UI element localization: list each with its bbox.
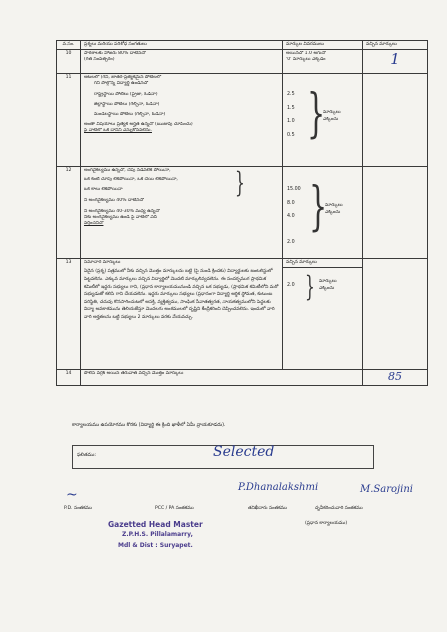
marks-label: మార్కులు: [319, 279, 337, 285]
row-sno: 10: [57, 50, 81, 74]
row-marks-method: [283, 167, 363, 259]
header-question: ప్రశ్నలు మరియు పరిశోధ సంగతులు: [81, 41, 283, 50]
row-line: వర్తించనిచో: [84, 221, 104, 227]
stamp-line: Z.P.H.S. Pillalamarry,: [122, 531, 193, 538]
signature-handwriting: M.Sarojini: [360, 484, 413, 495]
row-question: [81, 74, 283, 167]
result-value: Selected: [213, 444, 275, 460]
table-row: [57, 370, 428, 386]
row-line: అంతా విషయాలు ప్రత్యేక అర్హత ఉన్నచో (ఋజువు చూపించు): [84, 122, 193, 128]
pcpa-signature-label: PCC / PA సంతకము: [155, 506, 194, 511]
row-line: నీ అంగవైకల్యము 40-30% మధ్య ఉన్నచో: [84, 208, 160, 214]
evaluation-table: [56, 40, 428, 386]
signature-handwriting: P.Dhanalakshmi: [238, 482, 319, 493]
row-awarded: [363, 370, 428, 386]
row-sno: 11: [57, 74, 81, 167]
office-use-note: కార్యాలయము ఉపయోగము కొరకు (విద్యార్థి ఈ క్రింది ఖాళీలో ఏమీ వ్రాయకూడదు).: [72, 423, 226, 428]
row-awarded: [363, 259, 428, 370]
row-line: (గత సంవత్సరం): [84, 57, 115, 63]
table-header-row: [57, 41, 428, 50]
row-sno: 12: [57, 167, 81, 259]
marks-value: 0.5: [287, 132, 295, 138]
marks-value: 8.0: [287, 200, 295, 206]
row-sno: 13: [57, 259, 81, 370]
row-line: జిల్లాస్థాయి పోటీలు (గెల్చినా, ఓడినా): [94, 101, 160, 107]
row-line: నీకు అంగవైకల్యము ఉండి పై వాటిలో ఏది: [84, 215, 157, 221]
marks-subheader: వచ్చిన మార్కులు: [283, 259, 362, 268]
marks-label: ఎక్కించు: [325, 210, 341, 216]
pd-signature-mark: ~: [66, 487, 78, 503]
marks-value: 2.0: [287, 283, 295, 289]
marks-value: 4.0: [287, 214, 295, 220]
brace-icon: }: [307, 84, 326, 145]
row-marks-method: [283, 74, 363, 167]
result-box: [72, 445, 374, 469]
stamp-line: Mdl & Dist : Suryapet.: [118, 542, 193, 549]
row-marks-method: [283, 259, 363, 370]
row-line: పాఠశాలకు హాజరు 80% దాటినచో: [84, 51, 146, 57]
marks-value: 2.0: [287, 239, 295, 245]
row-line: గని పొల్గొన్న విద్యార్థి ఉండినచో: [94, 81, 149, 87]
brace-icon: }: [309, 177, 328, 238]
row-title: సమాచార మార్కులు: [84, 260, 121, 266]
table-row: [57, 50, 428, 74]
marks-text: '0' మార్కులు ఎక్కడం: [286, 57, 326, 63]
row-line: పై వాటిలో ఒక దానిని ఎన్నుకొనవలెను.: [84, 128, 152, 134]
marks-value: 1.5: [287, 105, 295, 111]
row-line: నీ అంగవైకల్యము 40% దాటినచో: [84, 197, 144, 203]
table-row: [57, 259, 428, 370]
row-paragraph: ఏదైన (ప్రశ్న) పత్రములో నీకు వచ్చిన మొత్తం మార్కులను బట్టి (పై నుండి క్రిందకు) విద్యార్థులకు జంటలిస్టులో పెట్టవలెను. ఎక్కువ మార్కులు వచ్చిన విద్యార్థిలో మొదటి మార్కులివ్వవలెను. ఈ సందర్భముగ ప్రాథమిక కమిటీలో ఇద్దరు సభ్యులు గాని, (ప్రధాన కార్యాలయమునుండి వచ్చిన ఒక సభ్యుడు, (ప్రాథమిక కమిటీలోని మరో సభ్యుడుతో కలిసి గాని చేయవలెను. ఇద్దరు మార్కులు సభ్యులు (ప్రధానంగా విద్యార్థి ఆర్థిక స్థోమత, కుటుంబ పరిస్థితి, చదువు కొనసాగించుటలో ఆసక్తి, వ్యక్తిత్వము, సాంఘిక సేవాతత్వరత, నాయకత్వములోని పెద్దలకు విద్యా అవకాశమును తెలియజేస్తూ మొదలగు అంశములలో దృష్టిని కేంద్రీకరించి చెప్పించవలెను. ఇందులో వారి వారి అర్హతలను బట్టి సభ్యులు 2 మార్కులు వరకు వేయవచ్చు.: [84, 269, 279, 320]
header-marks-method: మార్కుల వివరములు: [283, 41, 363, 50]
row-line: అంగవైకల్యము ఉన్నచో, చేపు నడవలేక పోయినా,: [84, 168, 171, 174]
table-row: [57, 167, 428, 259]
header-awarded: వచ్చిన మార్కులు: [363, 41, 428, 50]
row-line: ఆటలలో (గని, జాతర-ప్రత్యేకమైన పోటీలలో: [84, 75, 162, 81]
row-awarded: [363, 167, 428, 259]
row-sno: 14: [57, 370, 81, 386]
inspector-signature-label: తనిఖీదారు సంతకము: [248, 506, 287, 511]
row-line: రాష్ట్రస్థాయి పోటీలు (ప్రైజు, ఓడినా): [94, 91, 158, 97]
brace-icon: }: [305, 270, 315, 304]
marks-text: అయినచో 1.0 అగుచో: [286, 51, 326, 57]
stamp-line: Gazetted Head Master: [108, 520, 203, 529]
marks-label: ఎక్కించు: [323, 117, 339, 123]
row-marks-method: [283, 50, 363, 74]
brace-icon: }: [235, 166, 245, 200]
marks-label: ఎక్కించు: [319, 286, 335, 292]
awarded-mark: 1: [390, 50, 400, 69]
row-awarded: [363, 74, 428, 167]
marks-value: 15.00: [287, 187, 301, 193]
row-awarded: [363, 50, 428, 74]
row-question: [81, 259, 283, 370]
marks-value: 1.0: [287, 119, 295, 125]
marks-value: 2.5: [287, 92, 295, 98]
header-sno: వ.సం.: [57, 41, 81, 50]
row-line: ఒక కాలు లేకపోయినా: [84, 186, 123, 192]
office-sub-label: (ప్రధాన కార్యాలయము): [305, 521, 348, 526]
result-label: ఫలితము:: [77, 453, 97, 458]
row-line: పొలిస వర్రెక్ అయిన తరువాత వచ్చిన మొత్తం మార్కులు: [84, 371, 184, 377]
row-line: ఒక కంటి చూపు లేకపోయినా, ఒక చేయి లేకపోయినా,: [84, 177, 178, 183]
row-question: [81, 50, 283, 74]
verifier-signature-label: దృవీకరించువారి సంతకము: [315, 506, 363, 511]
awarded-mark: 85: [388, 370, 402, 384]
pd-signature-label: P.D. సంతకము: [64, 506, 92, 511]
marks-label: మార్కులు: [325, 203, 343, 209]
row-line: మండలస్థాయి పోటీలు (గెల్చినా, ఓడినా): [94, 111, 166, 117]
marks-label: మార్కులు: [323, 110, 341, 116]
row-question: [81, 167, 283, 259]
table-row: [57, 74, 428, 167]
row-question: [81, 370, 363, 386]
